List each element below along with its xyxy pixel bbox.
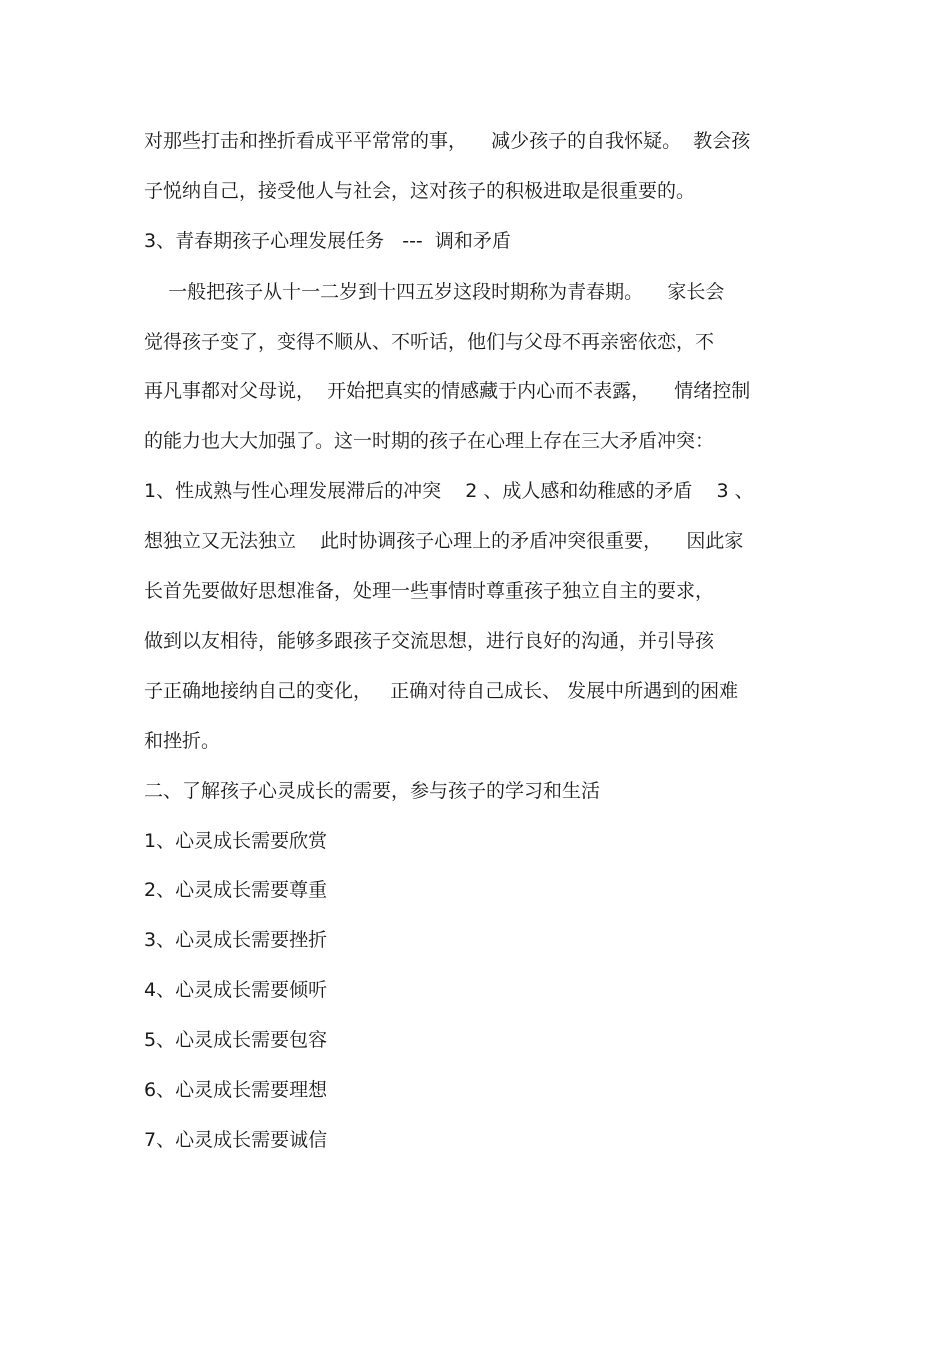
list-item: 3、心灵成长需要挫折 [144,929,328,951]
paragraph-line: 觉得孩子变了，变得不顺从、不听话，他们与父母不再亲密依恋，不 [144,331,715,353]
paragraph-line: 做到以友相待，能够多跟孩子交流思想，进行良好的沟通，并引导孩 [144,630,715,652]
section-heading: 3、青春期孩子心理发展任务 --- 调和矛盾 [144,230,511,252]
paragraph-line: 的能力也大大加强了。这一时期的孩子在心理上存在三大矛盾冲突： [144,430,715,452]
paragraph-line: 1、性成熟与性心理发展滞后的冲突 2 、成人感和幼稚感的矛盾 3 、 [144,480,754,502]
section-heading: 二、了解孩子心灵成长的需要，参与孩子的学习和生活 [144,780,601,802]
paragraph-line: 一般把孩子从十一二岁到十四五岁这段时期称为青春期。 家长会 [144,281,725,303]
list-item: 7、心灵成长需要诚信 [144,1129,328,1151]
list-item: 2、心灵成长需要尊重 [144,879,328,901]
list-item: 6、心灵成长需要理想 [144,1079,328,1101]
paragraph-line: 和挫折。 [144,730,221,752]
list-item: 4、心灵成长需要倾听 [144,979,328,1001]
paragraph-line: 再凡事都对父母说， 开始把真实的情感藏于内心而不表露， 情绪控制 [144,380,751,402]
list-item: 5、心灵成长需要包容 [144,1029,328,1051]
list-item: 1、心灵成长需要欣赏 [144,830,328,852]
paragraph-line: 长首先要做好思想准备，处理一些事情时尊重孩子独立自主的要求， [144,580,715,602]
paragraph-line: 想独立又无法独立 此时协调孩子心理上的矛盾冲突很重要， 因此家 [144,530,744,552]
paragraph-line: 对那些打击和挫折看成平平常常的事， 减少孩子的自我怀疑。 教会孩 [144,130,751,152]
paragraph-line: 子悦纳自己，接受他人与社会，这对孩子的积极进取是很重要的。 [144,180,696,202]
paragraph-line: 子正确地接纳自己的变化， 正确对待自己成长、 发展中所遇到的困难 [144,680,739,702]
